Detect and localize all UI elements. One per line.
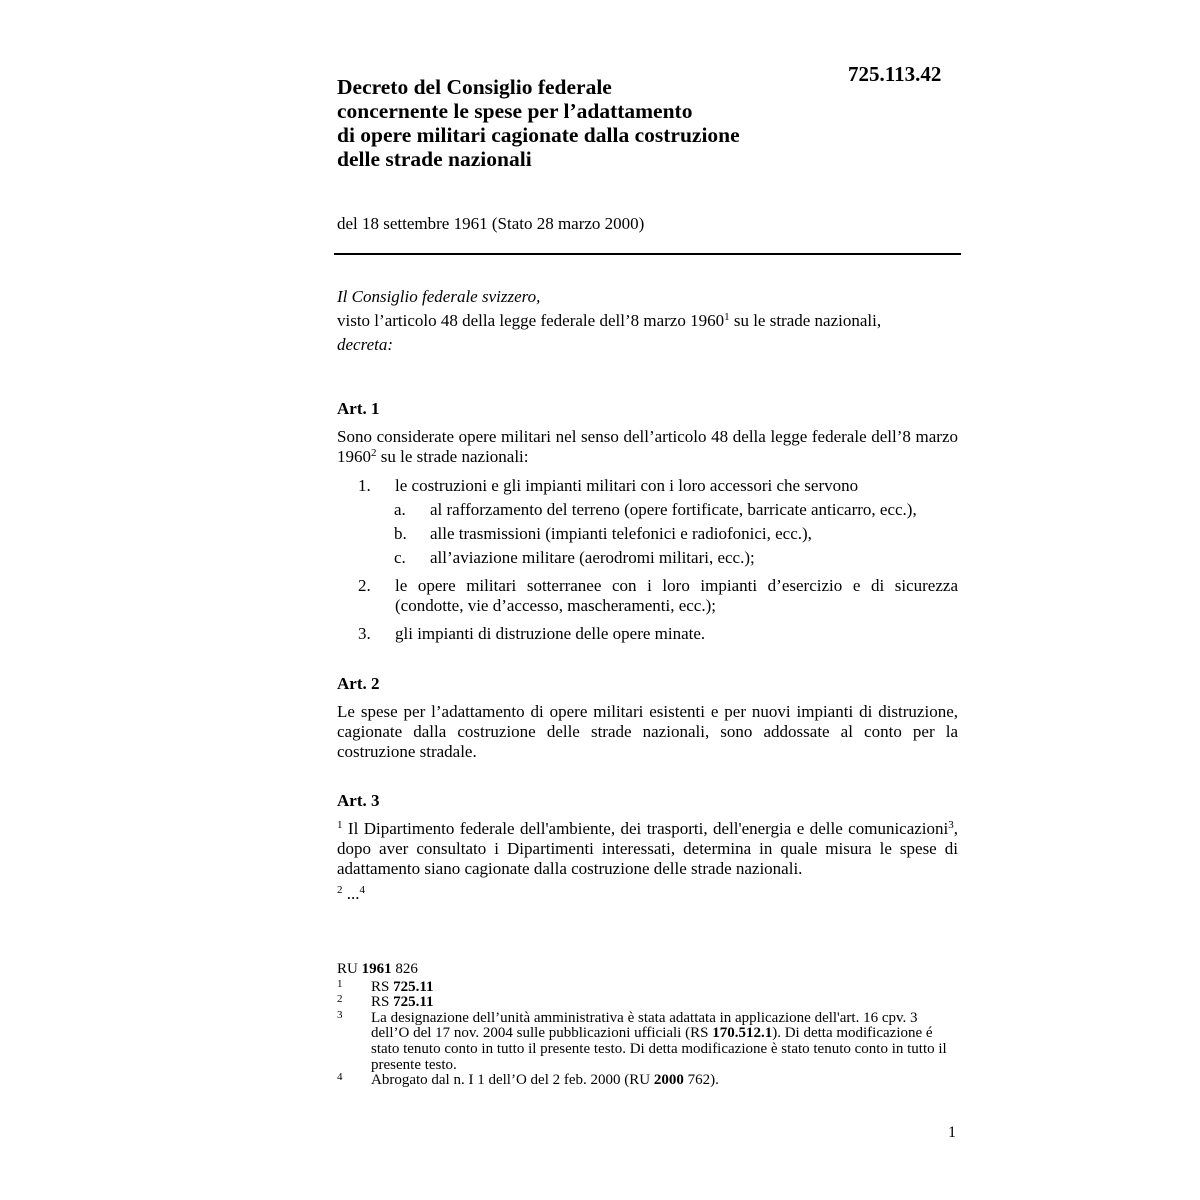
art-1-intro-text-end: su le strade nazionali:	[376, 447, 529, 466]
preamble-basis	[337, 309, 961, 333]
ru-prefix: RU	[337, 961, 362, 977]
art-3-paragraph-1	[337, 819, 958, 879]
footnote-sr-ref: 725.11	[393, 978, 434, 995]
footnotes	[337, 962, 959, 1089]
list-item-text: le costruzioni e gli impianti militari con i loro accessori che servono	[395, 476, 859, 495]
document-title	[337, 75, 857, 171]
title-line: di opere militari cagionate dalla costruzione	[337, 123, 740, 147]
art-3-paragraph-1-text: Il Dipartimento federale dell'ambiente, dei trasporti, dell'energia e delle comunicazioni	[342, 819, 949, 838]
footnote	[337, 1008, 959, 1073]
footnote	[337, 995, 959, 1011]
footnote-sr-ref: 725.11	[393, 994, 434, 1011]
art-3-paragraph-2	[337, 884, 958, 904]
list-item	[337, 576, 958, 616]
footnote-text-end: 762).	[683, 1072, 719, 1089]
preamble-decree: decreta:	[337, 335, 394, 354]
list-item-number: 1.	[358, 476, 371, 495]
list-item-number: 3.	[358, 624, 371, 643]
title-line: Decreto del Consiglio federale	[337, 75, 612, 99]
ru-year: 1961	[361, 961, 392, 977]
art-1-intro-text: Sono considerate opere militari nel senso dell’articolo 48 della legge federale dell’8 marzo 1960	[337, 427, 958, 466]
art-1-list	[337, 476, 958, 644]
list-item	[337, 624, 958, 644]
footnote-text: Abrogato dal n. I 1 dell’O del 2 feb. 2000 (RU	[371, 1072, 654, 1089]
art-3-paragraph-2-text: ...	[342, 884, 360, 903]
preamble-basis-text-end: su le strade nazionali,	[729, 311, 882, 330]
footnote-ref-4[interactable]: 4	[359, 884, 365, 896]
footnote	[337, 1073, 959, 1089]
list-item-text: gli impianti di distruzione delle opere minate.	[395, 624, 706, 643]
sr-number: 725.113.42	[848, 62, 942, 86]
footnote-text-end: ). Di detta modificazione é stato tenuto conto in tutto il presente testo. Di detta modificazione è stato tenuto conto in tutto il presente testo.	[371, 1025, 947, 1073]
art-1-intro	[337, 427, 958, 467]
list-item	[337, 476, 958, 496]
footnote-ref-2[interactable]: 2	[371, 447, 377, 459]
art-3-paragraph-1-text-end: , dopo aver consultato i Dipartimenti interessati, determina in quale misura le spese di adattamento siano cagionate dalla costruzione delle strade nazionali.	[337, 819, 958, 878]
preamble-basis-text: visto l’articolo 48 della legge federale dell’8 marzo 1960	[337, 311, 725, 330]
footnote	[337, 977, 959, 996]
list-item-number: 2.	[358, 576, 371, 595]
art-3-heading: Art. 3	[337, 791, 380, 810]
title-line: delle strade nazionali	[337, 147, 532, 171]
footnote-number: 2	[337, 993, 343, 1006]
preamble	[337, 285, 961, 357]
sub-item	[337, 548, 958, 568]
sub-item-text: all’aviazione militare (aerodromi militari, ecc.);	[430, 548, 755, 567]
ru-page: 826	[391, 961, 418, 977]
preamble-authority: Il Consiglio federale svizzero,	[337, 287, 541, 306]
art-2-heading: Art. 2	[337, 674, 380, 693]
footnote-ref-3[interactable]: 3	[948, 819, 954, 831]
footnote-text: RS	[371, 994, 394, 1011]
list-item-text: le opere militari sotterranee con i loro impianti d’esercizio e di sicurezza (condotte, vie d’accesso, mascheramenti, ecc.);	[395, 576, 958, 615]
art-2-text: Le spese per l’adattamento di opere militari esistenti e per nuovi impianti di distruzione, cagionate dalla costruzione delle strade nazionali, sono addossate al conto per la costruzione stradale.	[337, 702, 958, 761]
sub-item-letter: b.	[394, 524, 407, 543]
footnote-ref-1[interactable]: 1	[724, 311, 730, 323]
footnote-sr-ref: 170.512.1	[712, 1025, 773, 1042]
footnote-number: 3	[337, 1008, 343, 1021]
header-divider	[334, 253, 961, 255]
footnote-text: RS	[371, 978, 394, 995]
sub-item-letter: c.	[394, 548, 406, 567]
paragraph-number: 2	[337, 884, 343, 896]
footnote-ru-ref: 2000	[653, 1072, 684, 1089]
page-number: 1	[948, 1124, 956, 1141]
sub-item-text: al rafforzamento del terreno (opere fortificate, barricate anticarro, ecc.),	[430, 500, 917, 519]
title-line: concernente le spese per l’adattamento	[337, 99, 693, 123]
sub-item	[337, 500, 958, 520]
art-1-heading: Art. 1	[337, 399, 380, 418]
sub-item-letter: a.	[394, 500, 406, 519]
footnote-number: 1	[337, 977, 343, 990]
footnote-text: La designazione dell’unità amministrativa è stata adattata in applicazione dell'art. 16 cpv. 3 dell’O del 17 nov. 2004 sulle pubblicazioni ufficiali (RS	[371, 1009, 918, 1042]
sub-item-text: alle trasmissioni (impianti telefonici e radiofonici, ecc.),	[430, 524, 812, 543]
footnote-number: 4	[337, 1071, 343, 1084]
sub-item	[337, 524, 958, 544]
paragraph-number: 1	[337, 819, 343, 831]
ru-reference	[337, 962, 959, 978]
decree-date: del 18 settembre 1961 (Stato 28 marzo 2000)	[337, 214, 645, 233]
